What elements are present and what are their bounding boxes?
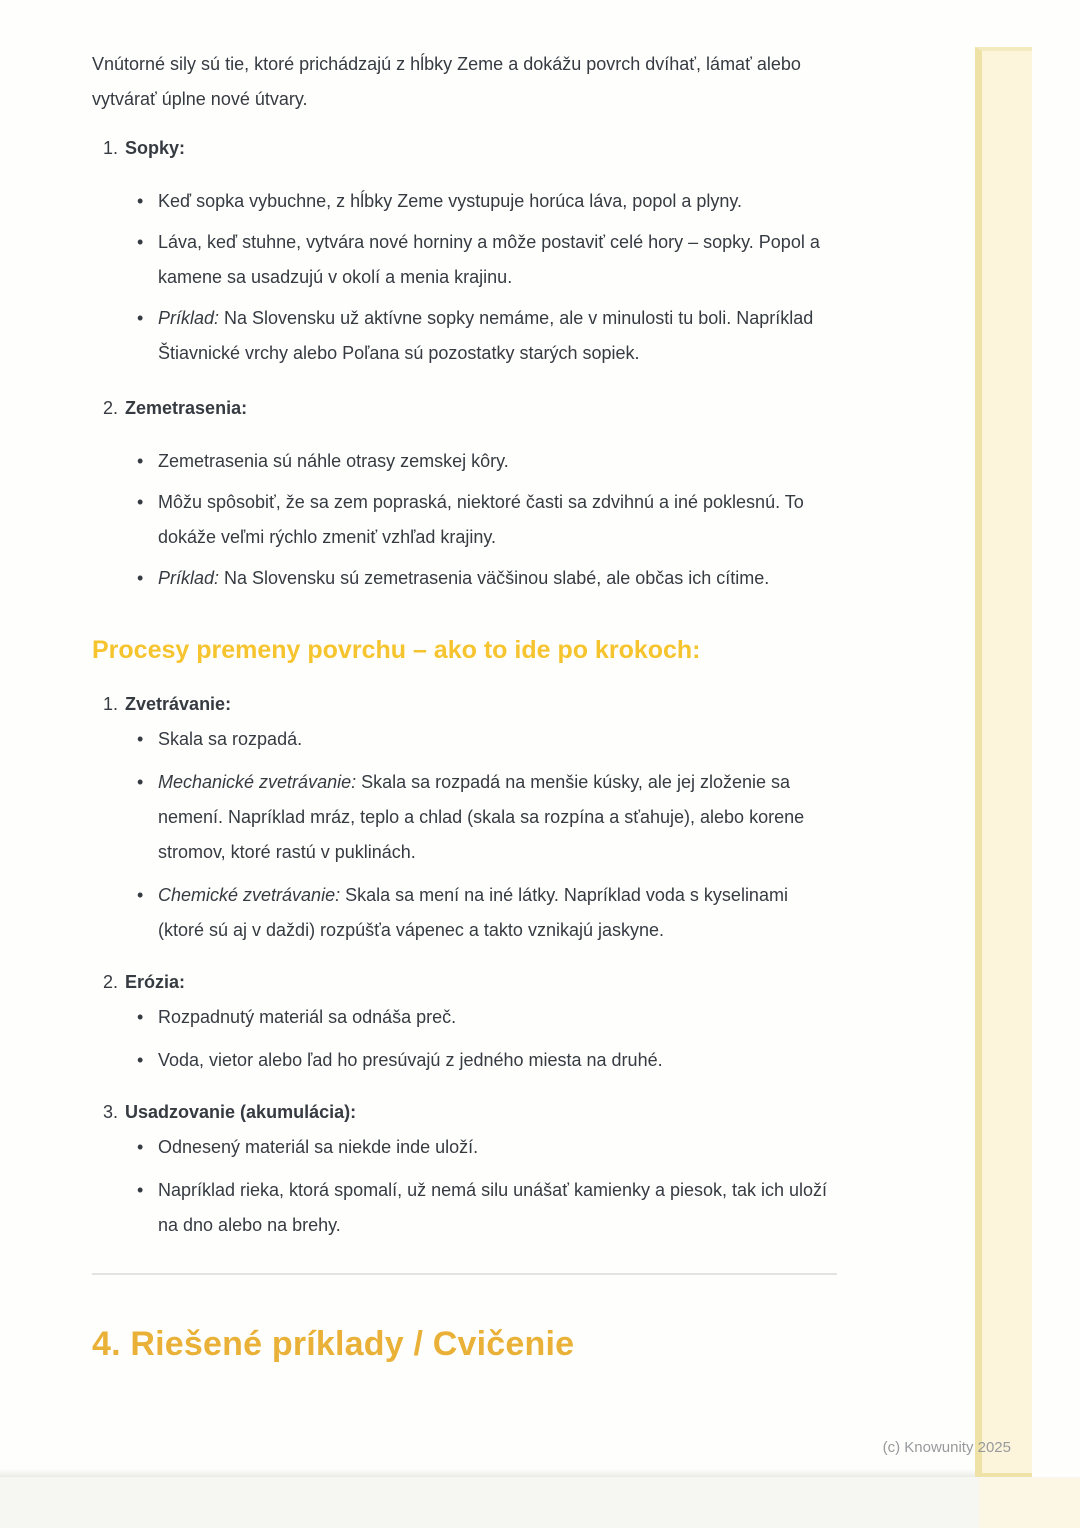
item-title: Zvetrávanie: [125, 694, 232, 714]
bullet-list [92, 184, 837, 371]
bullet-item [92, 485, 837, 555]
bullet-text: Na Slovensku sú zemetrasenia väčšinou slabé, ale občas ich cítime. [219, 568, 770, 588]
item-title: Usadzovanie (akumulácia): [125, 1102, 357, 1122]
section-heading-cvicenie: 4. Riešené príklady / Cvičenie [92, 1325, 575, 1363]
item-number: 3. [103, 1102, 119, 1122]
document-page [92, 47, 837, 1367]
bullet-lead: Chemické zvetrávanie: [158, 885, 341, 905]
steps-list [92, 687, 837, 1243]
intro-paragraph: Vnútorné sily sú tie, ktoré prichádzajú z hĺbky Zeme a dokážu povrch dvíhať, lámať alebo vytvárať úplne nové útvary. [92, 54, 801, 109]
bullet-lead: Mechanické zvetrávanie: [158, 772, 357, 792]
bullet-text: Láva, keď stuhne, vytvára nové horniny a môže postaviť celé hory – sopky. Popol a kamene sa usadzujú v okolí a menia krajinu. [158, 232, 820, 287]
bullet-lead: Príklad: [158, 308, 220, 328]
item-heading [92, 687, 837, 722]
list-item-erozia [92, 965, 837, 1078]
item-heading [92, 1095, 837, 1130]
section-divider [92, 1273, 837, 1275]
bullet-list [92, 1000, 837, 1078]
list-item-zemetrasenia [92, 391, 837, 596]
bullet-item [92, 301, 837, 371]
bullet-item [92, 561, 837, 596]
bullet-lead: Príklad: [158, 568, 220, 588]
item-heading [92, 391, 837, 426]
next-page-corner [979, 1478, 1080, 1528]
list-item-sopky [92, 131, 837, 371]
page-bottom-shadow [0, 1469, 976, 1477]
item-number: 2. [103, 972, 119, 992]
item-number: 1. [103, 694, 119, 714]
bullet-text: Keď sopka vybuchne, z hĺbky Zeme vystupuje horúca láva, popol a plyny. [158, 191, 743, 211]
bullet-item [92, 1000, 837, 1035]
bullet-text: Môžu spôsobiť, že sa zem popraská, niektoré časti sa zdvihnú a iné poklesnú. To dokáže veľmi rýchlo zmeniť vzhľad krajiny. [158, 492, 804, 547]
bullet-text: Skala sa rozpadá. [158, 729, 303, 749]
bullet-item [92, 184, 837, 219]
bullet-item [92, 765, 837, 870]
bullet-text: Voda, vietor alebo ľad ho presúvajú z jedného miesta na druhé. [158, 1050, 663, 1070]
bullet-item [92, 1130, 837, 1165]
bullet-list [92, 722, 837, 948]
item-title: Erózia: [125, 972, 186, 992]
page-edge-strip [975, 47, 1032, 1477]
bullet-text: Na Slovensku už aktívne sopky nemáme, ale v minulosti tu boli. Napríklad Štiavnické vrchy alebo Poľana sú pozostatky starých sopiek. [158, 308, 814, 363]
bullet-item [92, 225, 837, 295]
bullet-list [92, 444, 837, 596]
bullet-item [92, 722, 837, 757]
bullet-item [92, 1173, 837, 1243]
list-item-usadzovanie [92, 1095, 837, 1243]
item-number: 2. [103, 398, 119, 418]
bullet-text: Rozpadnutý materiál sa odnáša preč. [158, 1007, 457, 1027]
item-heading [92, 965, 837, 1000]
bullet-list [92, 1130, 837, 1243]
item-title: Sopky: [125, 138, 186, 158]
bullet-text: Zemetrasenia sú náhle otrasy zemskej kôry. [158, 451, 509, 471]
forces-list [92, 131, 837, 596]
section-heading-procesy: Procesy premeny povrchu – ako to ide po krokoch: [92, 636, 701, 664]
bullet-item [92, 1043, 837, 1078]
list-item-zvetravanie [92, 687, 837, 948]
bullet-text: Skala sa rozpadá na menšie kúsky, ale jej zloženie sa nemení. Napríklad mráz, teplo a chlad (skala sa rozpína a sťahuje), alebo korene stromov, ktoré rastú v puklinách. [158, 772, 805, 862]
bullet-item [92, 444, 837, 479]
bullet-text: Skala sa mení na iné látky. Napríklad voda s kyselinami (ktoré sú aj v daždi) rozpúšťa vápenec a takto vznikajú jaskyne. [158, 885, 788, 940]
item-heading [92, 131, 837, 166]
item-number: 1. [103, 138, 119, 158]
viewer-background-band [0, 1477, 1080, 1528]
watermark: (c) Knowunity 2025 [882, 1439, 1011, 1456]
bullet-text: Napríklad rieka, ktorá spomalí, už nemá silu unášať kamienky a piesok, tak ich uloží na dno alebo na brehy. [158, 1180, 828, 1235]
bullet-text: Odnesený materiál sa niekde inde uloží. [158, 1137, 479, 1157]
item-title: Zemetrasenia: [125, 398, 248, 418]
bullet-item [92, 878, 837, 948]
